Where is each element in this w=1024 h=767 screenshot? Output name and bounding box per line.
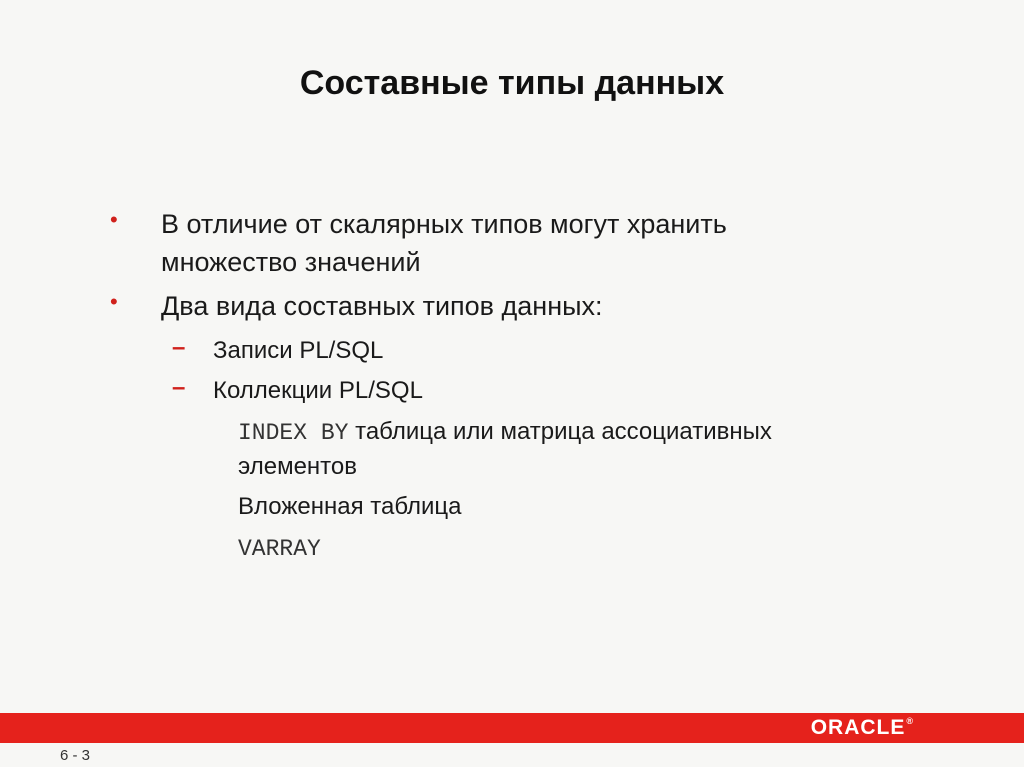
- bullet-text-line1: В отличие от скалярных типов могут хранить: [161, 209, 727, 239]
- bullet-text-line2: множество значений: [161, 247, 421, 277]
- collection-item-index-by: [238, 415, 918, 450]
- oracle-logo: [811, 716, 914, 740]
- bullet-marker: •: [110, 289, 118, 314]
- sub-marker: –: [172, 334, 186, 361]
- sub-item-text: Записи PL/SQL: [213, 337, 384, 364]
- sub-marker: –: [172, 374, 186, 401]
- collection-item-nested-table: Вложенная таблица: [238, 493, 462, 520]
- page-number: 6 - 3: [60, 747, 91, 764]
- collection-item-index-by-cont: элементов: [238, 453, 357, 480]
- sub-item-text: Коллекции PL/SQL: [213, 377, 423, 404]
- bullet-text-line1: Два вида составных типов данных:: [161, 291, 603, 321]
- collection-item-varray: VARRAY: [238, 536, 321, 562]
- oracle-logo-reg: ®: [906, 716, 914, 726]
- slide-title: Составные типы данных: [299, 64, 725, 102]
- footer-bar: [0, 713, 1024, 743]
- oracle-logo-text: ORACLE: [810, 716, 906, 739]
- bullet-marker: •: [110, 207, 118, 232]
- index-by-text: таблица или матрица ассоциативных: [348, 418, 772, 445]
- index-by-code: INDEX BY: [238, 420, 349, 446]
